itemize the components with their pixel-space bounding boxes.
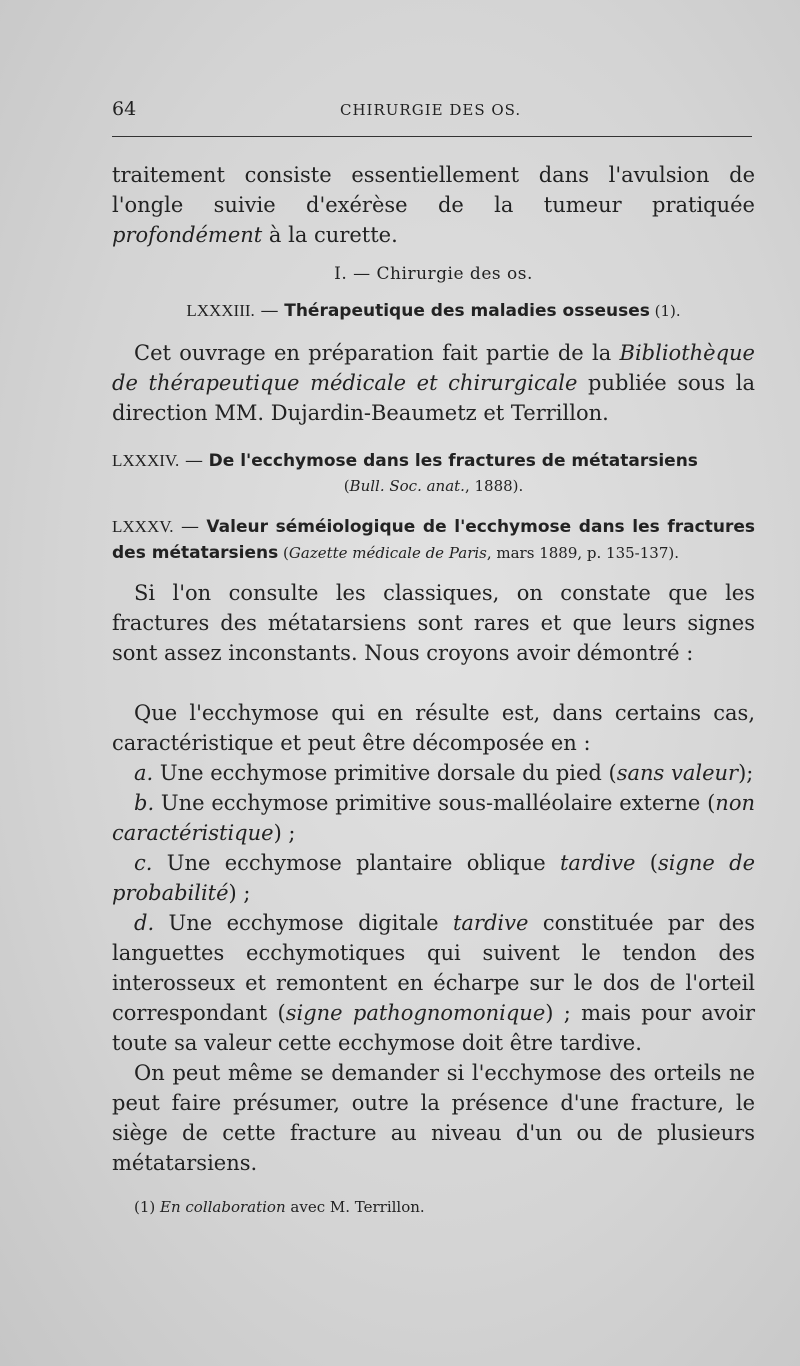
paragraph-bibliotheque: Cet ouvrage en préparation fait partie de la Bibliothèque de thérapeutique médicale et chirurgicale publiée sous la direction MM. Dujardin-Beaumetz et Terrillon.	[112, 341, 755, 425]
page-body	[112, 160, 755, 1218]
list-item-c: c. Une ecchymose plantaire oblique tardive (signe de probabilité) ;	[112, 851, 756, 905]
paragraph-continuation: traitement consiste essentiellement dans l'avulsion de l'ongle suivie d'exérèse de la tumeur pratiquée profondément à la curette.	[112, 163, 755, 247]
entry-lxxxiii: LXXXIII. — Thérapeutique des maladies osseuses (1).	[186, 300, 681, 321]
paragraph-ecchymose: Que l'ecchymose qui en résulte est, dans certains cas, caractéristique et peut être décomposée en :	[112, 701, 755, 755]
list-item-a: a. Une ecchymose primitive dorsale du pied (sans valeur);	[134, 761, 754, 785]
page-number: 64	[112, 98, 137, 120]
running-head: CHIRURGIE DES OS.	[340, 101, 522, 119]
entry-lxxxv: LXXXV. — Valeur séméiologique de l'ecchymose dans les fractures des métatarsiens (Gazette médicale de Paris, mars 1889, p. 135-137).	[112, 516, 755, 563]
list-item-b: b. Une ecchymose primitive sous-malléolaire externe (non caractéristique) ;	[112, 791, 755, 845]
entry-lxxxiv: LXXXIV. — De l'ecchymose dans les fractures de métatarsiens	[112, 450, 698, 471]
paragraph-conclusion: On peut même se demander si l'ecchymose des orteils ne peut faire présumer, outre la présence d'une fracture, le siège de cette fracture au niveau d'un ou de plusieurs métatarsiens.	[112, 1061, 755, 1175]
header-rule	[112, 136, 752, 137]
paragraph-classiques: Si l'on consulte les classiques, on constate que les fractures des métatarsiens sont rares et que leurs signes sont assez inconstants. Nous croyons avoir démontré :	[112, 581, 755, 665]
section-heading: I. — Chirurgie des os.	[334, 264, 533, 284]
entry-lxxxiv-ref: (Bull. Soc. anat., 1888).	[343, 477, 524, 495]
footnote: (1) En collaboration avec M. Terrillon.	[134, 1198, 425, 1216]
list-item-d: d. Une ecchymose digitale tardive constituée par des languettes ecchymotiques qui suivent le tendon des interosseux et remontent en écharpe sur le dos de l'orteil correspondant (signe pathognomonique) ; mais pour avoir toute sa valeur cette ecchymose doit être tardive.	[112, 911, 756, 1055]
page-header	[112, 98, 755, 126]
